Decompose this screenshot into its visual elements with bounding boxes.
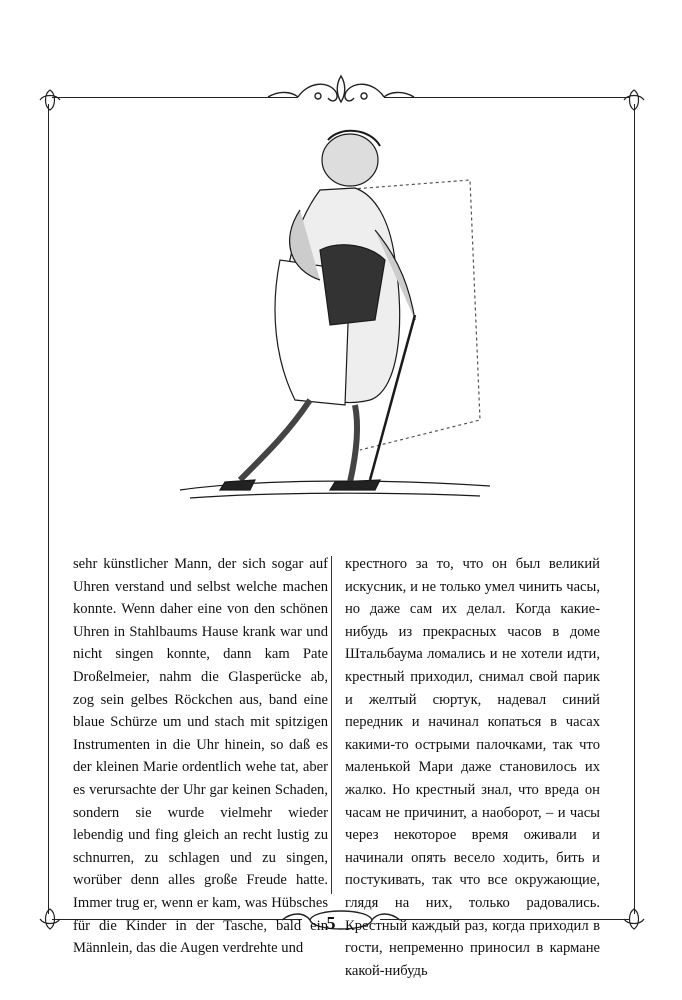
frame-left-line xyxy=(48,104,49,914)
corner-ornament-bottom-right xyxy=(622,907,646,931)
russian-text-column: крестного за то, что он был великий искусник, и не только умел чинить часы, но даже сам их делал. Когда какие-нибудь из прекрасных часов в доме Штальбаума ломались и не хотели идти, крестный приходил, снимал свой парик и желтый сюртук, надевал синий передник и начинал копаться в часах какими-то острыми палочками, так что маленькой Мари даже становилось их жалко. Но крестный знал, что вреда он часам не причинит, а наоборот, – и часы через некоторое время оживали и начинали опять весело ходить, бить и постукивать, так что все окружающие, глядя на них, только радовались. Крестный каждый раз, когда приходил в гости, непременно приносил в кармане какой-нибудь xyxy=(345,556,600,979)
page-number: 5 xyxy=(326,913,336,933)
column-divider xyxy=(331,556,332,894)
corner-ornament-top-right xyxy=(622,88,646,112)
german-text-column: sehr künstlicher Mann, der sich sogar auf Uhren verstand und selbst welche machen konnte. Wenn daher eine von den schönen Uhren in Stahlbaums Hause krank war und nicht singen konnte, dann kam Pate Droßelmeier, nahm die Glasperücke ab, zog sein gelbes Röckchen aus, band eine blaue Schürze um und stach mit spitzigen Instrumenten in die Uhr hinein, so daß es der kleinen Marie ordentlich wehe tat, aber es verursachte der Uhr gar keinen Schaden, sondern sie wurde vielmehr wieder lebendig und fing gleich an recht lustig zu schnurren, zu schlagen und zu singen, worüber denn alles große Freude hatte. Immer trug er, wenn er kam, was Hübsches für die Kinder in der Tasche, bald ein Männlein, das die Augen verdrehte und xyxy=(73,556,328,957)
top-flourish-ornament xyxy=(248,72,434,112)
corner-ornament-top-left xyxy=(38,88,62,112)
corner-ornament-bottom-left xyxy=(38,907,62,931)
frame-right-line xyxy=(634,104,635,914)
illustration-old-man-with-cane xyxy=(170,120,500,510)
